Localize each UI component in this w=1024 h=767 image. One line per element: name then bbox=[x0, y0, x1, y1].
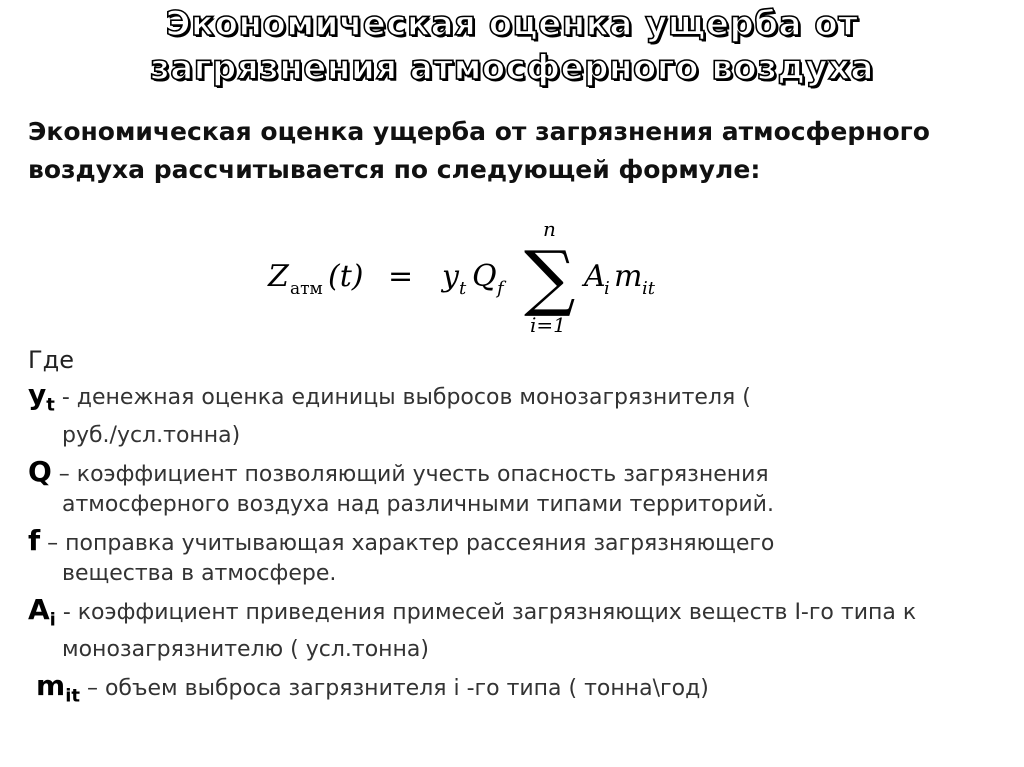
definition-f bbox=[28, 523, 988, 589]
definition-q bbox=[28, 454, 988, 520]
formula-equals: = bbox=[388, 259, 414, 294]
definition-symbol: Q bbox=[28, 454, 52, 488]
definition-mit bbox=[28, 671, 988, 712]
definitions-list bbox=[28, 380, 988, 714]
formula-sum-sigma: ∑ bbox=[524, 235, 576, 319]
formula-m: m bbox=[614, 259, 643, 294]
formula-a: A bbox=[584, 259, 606, 294]
definition-text-line1: – поправка учитывающая характер рассеяния загрязняющего bbox=[40, 530, 775, 556]
intro-paragraph bbox=[28, 113, 988, 189]
definition-symbol: f bbox=[28, 523, 41, 557]
definition-symbol: $m_{it}$ bbox=[36, 669, 80, 707]
definition-symbol: $A_i$ bbox=[28, 592, 56, 631]
definition-text-line2: атмосферного воздуха над различными типами территорий. bbox=[62, 491, 774, 517]
formula-z-subscript: атм bbox=[290, 279, 323, 299]
definition-text-line2: руб./усл.тонна) bbox=[62, 422, 241, 448]
intro-line1: Экономическая оценка ущерба от загрязнения атмосферного bbox=[28, 117, 930, 146]
formula-q-subscript: f bbox=[497, 278, 504, 299]
formula-y-subscript: t bbox=[459, 278, 467, 299]
slide-title bbox=[0, 2, 1024, 90]
formula-z: Z bbox=[268, 259, 289, 294]
definition-text-line2: вещества в атмосфере. bbox=[62, 560, 337, 586]
intro-line2: воздуха рассчитывается по следующей формуле: bbox=[28, 155, 761, 184]
formula-q: Q bbox=[472, 259, 497, 294]
formula-y: y bbox=[442, 259, 459, 294]
definition-text-line1: – коэффициент позволяющий учесть опасность загрязнения bbox=[51, 461, 769, 487]
formula-a-subscript: i bbox=[604, 278, 610, 299]
definition-yt bbox=[28, 380, 988, 451]
formula-m-subscript: it bbox=[642, 278, 655, 299]
slide-title-line1: Экономическая оценка ущерба от bbox=[165, 4, 859, 44]
slide-title-line2: загрязнения атмосферного воздуха bbox=[150, 48, 874, 88]
definition-text-line2: монозагрязнителю ( усл.тонна) bbox=[62, 637, 429, 663]
formula-sum-lower: i=1 bbox=[530, 313, 566, 337]
definition-symbol: $y_t$ bbox=[28, 378, 55, 416]
formula-svg bbox=[262, 222, 702, 340]
formula-z-arg: (t) bbox=[328, 259, 364, 294]
definition-text-line1: – объем выброса загрязнителя i -го типа ( тонна\год) bbox=[79, 676, 709, 702]
definition-text-line1: - коэффициент приведения примесей загрязняющих веществ I-го типа к bbox=[55, 599, 917, 625]
definition-text-line1: - денежная оценка единицы выбросов монозагрязнителя ( bbox=[54, 385, 751, 410]
formula-sum-upper: n bbox=[543, 222, 556, 241]
definition-ai bbox=[28, 592, 988, 666]
where-label: Где bbox=[28, 346, 74, 374]
damage-formula bbox=[262, 222, 702, 340]
